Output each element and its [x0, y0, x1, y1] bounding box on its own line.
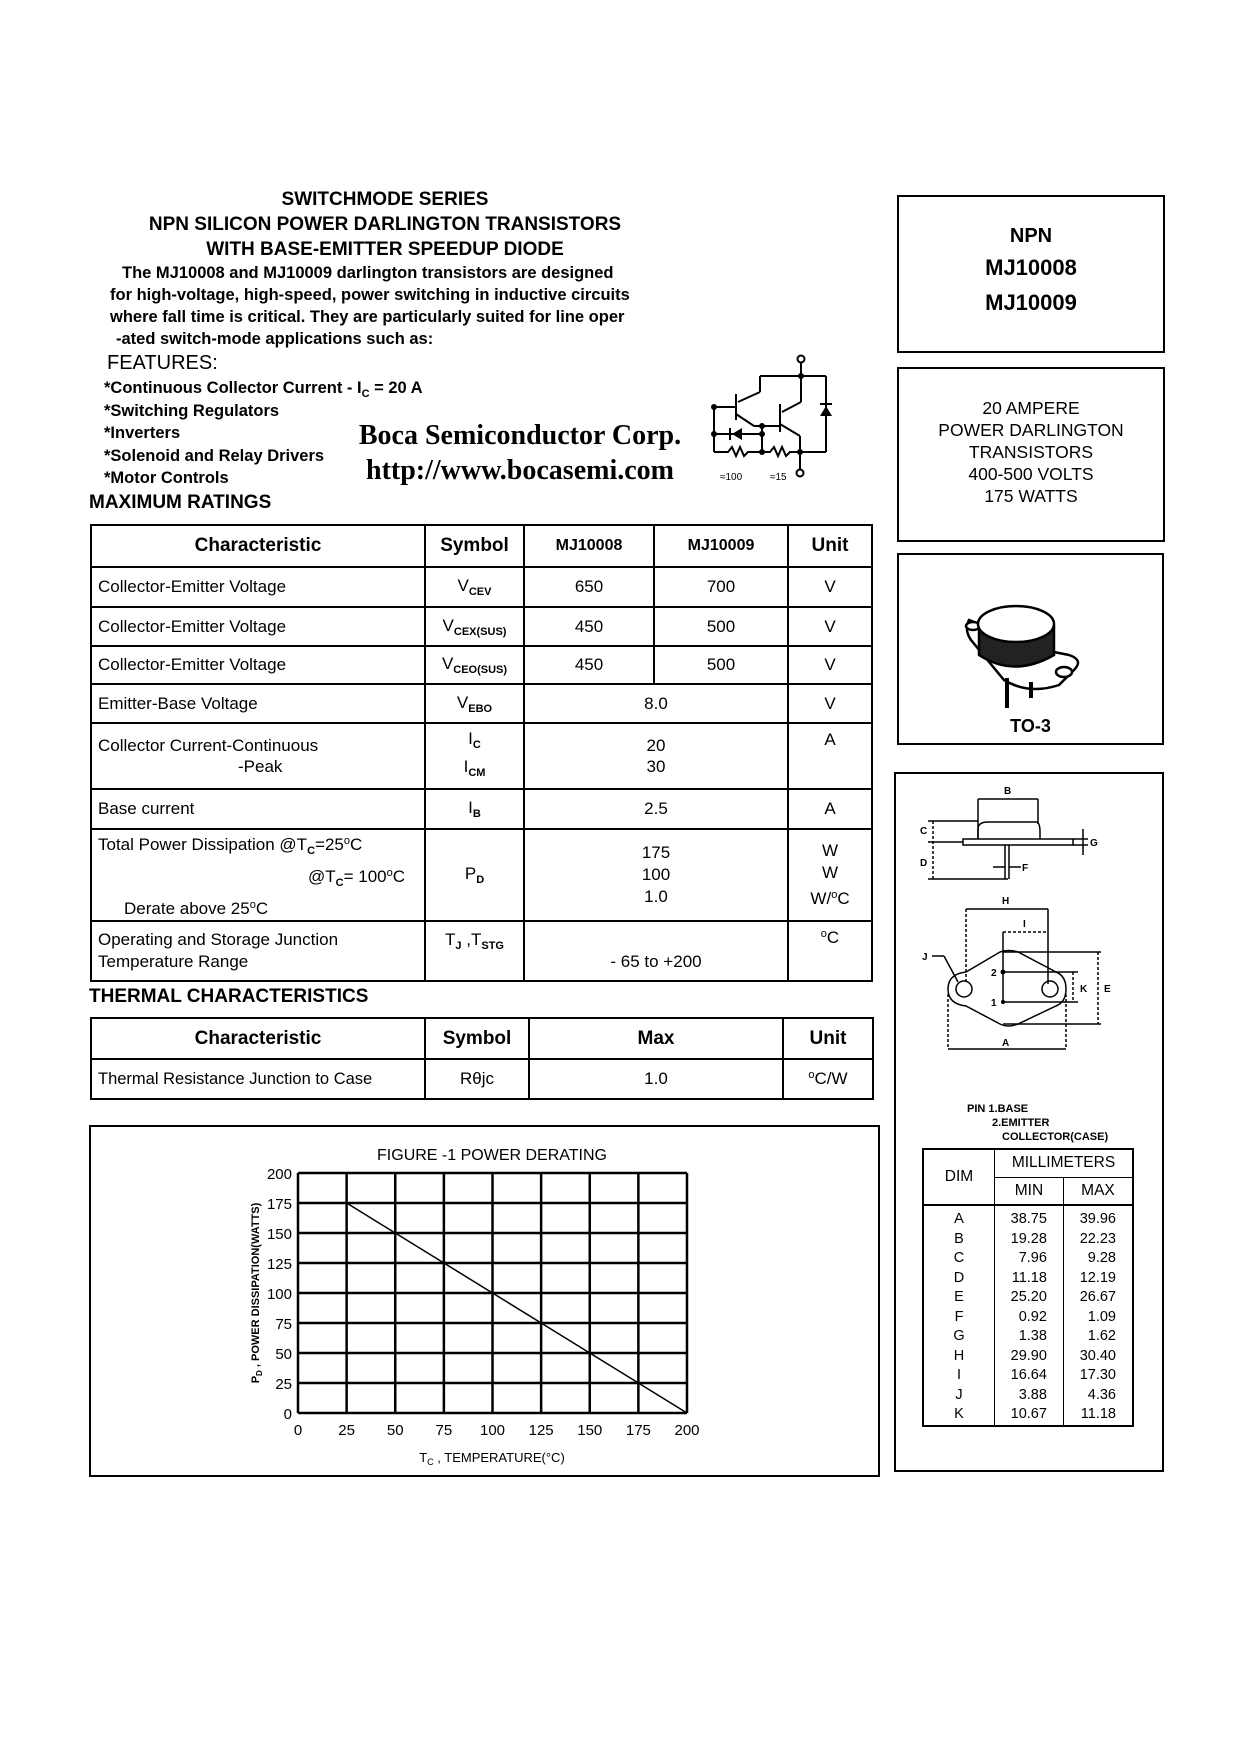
product-subtitle: WITH BASE-EMITTER SPEEDUP DIODE — [206, 239, 564, 260]
y-tick-label: 75 — [275, 1316, 292, 1333]
product-title: NPN SILICON POWER DARLINGTON TRANSISTORS — [148, 214, 622, 235]
dim-label-g: G — [1090, 838, 1098, 849]
dimension-min: 1.38 — [995, 1327, 1064, 1347]
dimension-dim: D — [923, 1269, 995, 1289]
dimension-max: 39.96 — [1063, 1205, 1133, 1230]
dimension-dim: K — [923, 1405, 995, 1426]
resistor-label: ≈100 — [720, 472, 743, 483]
y-tick-label: 25 — [275, 1376, 292, 1393]
package-name: TO-3 — [1010, 716, 1051, 736]
dim-label-c: C — [920, 826, 928, 837]
header-characteristic: Characteristic — [91, 525, 425, 567]
y-tick-label: 0 — [283, 1406, 292, 1423]
chart-title: FIGURE -1 POWER DERATING — [377, 1147, 607, 1164]
characteristic: Collector-Emitter Voltage — [91, 646, 425, 684]
characteristic: Collector-Emitter Voltage — [91, 607, 425, 646]
dim-label-i: I — [1023, 919, 1026, 930]
unit: V — [788, 607, 872, 646]
symbol: $V_{CEO(SUS)}$ — [425, 646, 524, 684]
dimension-dim: H — [923, 1347, 995, 1367]
description-line: -ated switch-mode applications such as: — [116, 330, 434, 348]
dimension-min: 0.92 — [995, 1308, 1064, 1328]
pin-label-2: 2 — [991, 968, 997, 979]
header-symbol: Symbol — [425, 1018, 529, 1059]
pin-legend-line: 2.EMITTER — [992, 1117, 1050, 1129]
dim-label-f: F — [1022, 863, 1029, 874]
spec-line: 20 AMPERE — [982, 398, 1080, 418]
dimension-min: 19.28 — [995, 1230, 1064, 1250]
dimension-max: 26.67 — [1063, 1288, 1133, 1308]
header-symbol: Symbol — [425, 525, 524, 567]
header-unit: Unit — [788, 525, 872, 567]
symbol: $V_{CEX(SUS)}$ — [425, 607, 524, 646]
y-tick-label: 125 — [266, 1256, 292, 1273]
description-line: The MJ10008 and MJ10009 darlington transistors are designed — [122, 264, 614, 282]
dim-label-k: K — [1080, 984, 1088, 995]
unit: $^o$C — [788, 921, 872, 981]
dimension-max: 4.36 — [1063, 1386, 1133, 1406]
x-tick-label: 100 — [479, 1422, 506, 1439]
feature-item: *Motor Controls — [104, 469, 229, 487]
dim-label-e: E — [1104, 984, 1111, 995]
value-mj10008: 450 — [524, 607, 654, 646]
dimension-dim: C — [923, 1249, 995, 1269]
dim-label-h: H — [1002, 896, 1010, 907]
dimension-dim: G — [923, 1327, 995, 1347]
y-tick-label: 200 — [266, 1166, 292, 1183]
dimension-max: 1.62 — [1063, 1327, 1133, 1347]
description-line: where fall time is critical. They are particularly suited for line oper — [110, 308, 625, 326]
part-number: MJ10009 — [985, 290, 1077, 315]
dimension-min: 38.75 — [995, 1205, 1064, 1230]
millimeters-header: MILLIMETERS — [995, 1149, 1134, 1177]
dimension-dim: F — [923, 1308, 995, 1328]
x-tick-label: 75 — [435, 1422, 453, 1439]
unit: V — [788, 567, 872, 607]
dimension-dim: B — [923, 1230, 995, 1250]
characteristic: Operating and Storage Junction Temperature Range — [91, 921, 425, 981]
characteristic: Thermal Resistance Junction to Case — [91, 1059, 425, 1099]
symbol: $P_D$ — [425, 829, 524, 921]
pin-label-1: 1 — [991, 998, 997, 1009]
value: 175 100 1.0 — [524, 829, 788, 921]
x-tick-label: 200 — [674, 1422, 700, 1439]
x-tick-label: 50 — [386, 1422, 404, 1439]
unit: $^o$C/W — [783, 1059, 873, 1099]
unit: V — [788, 646, 872, 684]
part-number: MJ10008 — [985, 255, 1077, 280]
resistor-label: ≈15 — [770, 472, 787, 483]
company-url[interactable]: http://www.bocasemi.com — [366, 455, 674, 486]
header-mj10009: MJ10009 — [654, 525, 788, 567]
dimension-max: 17.30 — [1063, 1366, 1133, 1386]
max-value: 1.0 — [529, 1059, 783, 1099]
x-tick-label: 0 — [293, 1422, 303, 1439]
feature-item: *Inverters — [104, 424, 181, 442]
spec-line: TRANSISTORS — [968, 442, 1094, 462]
header-max: Max — [529, 1018, 783, 1059]
derating-line — [347, 1203, 687, 1413]
y-tick-label: 50 — [275, 1346, 292, 1363]
spec-line: 400-500 VOLTS — [968, 464, 1094, 484]
features-title: FEATURES: — [107, 352, 218, 374]
feature-item: *Switching Regulators — [104, 402, 280, 420]
unit: A — [788, 723, 872, 789]
characteristic: Total Power Dissipation $@T_C=25^oC$ $@T_C= 100^oC$ Derate above 25$^o$C — [91, 829, 425, 921]
dim-label-a: A — [1002, 1038, 1010, 1049]
description-line: for high-voltage, high-speed, power switching in inductive circuits — [110, 286, 630, 304]
feature-item: *Solenoid and Relay Drivers — [104, 447, 325, 465]
characteristic: Collector Current-Continuous -Peak — [91, 723, 425, 789]
transistor-type: NPN — [1009, 225, 1053, 247]
dimension-dim: A — [923, 1205, 995, 1230]
value: - 65 to +200 — [524, 921, 788, 981]
y-tick-label: 150 — [266, 1226, 292, 1243]
unit: W W W/$^o$C — [788, 829, 872, 921]
characteristic: Emitter-Base Voltage — [91, 684, 425, 723]
header-unit: Unit — [783, 1018, 873, 1059]
symbol: $V_{EBO}$ — [425, 684, 524, 723]
y-tick-label: 100 — [266, 1286, 292, 1303]
dim-label-b: B — [1004, 786, 1012, 797]
dim-label-j: J — [922, 952, 928, 963]
x-tick-label: 150 — [577, 1422, 603, 1439]
dim-label-d: D — [920, 858, 928, 869]
x-tick-label: 175 — [625, 1422, 651, 1439]
dimension-max: 22.23 — [1063, 1230, 1133, 1250]
value-mj10009: 700 — [654, 567, 788, 607]
y-axis-label: $P_D$ , POWER DISSIPATION(WATTS) — [250, 1202, 264, 1384]
pin-legend-line: PIN 1.BASE — [967, 1103, 1029, 1115]
unit: A — [788, 789, 872, 829]
x-axis-label: $T_C$ , TEMPERATURE(°C) — [419, 1450, 565, 1467]
symbol: $I_C$ $I_{CM}$ — [425, 723, 524, 789]
value-mj10008: 650 — [524, 567, 654, 607]
dimension-max: 12.19 — [1063, 1269, 1133, 1289]
symbol: $V_{CEV}$ — [425, 567, 524, 607]
dimension-max: 11.18 — [1063, 1405, 1133, 1426]
symbol: Rθjc — [425, 1059, 529, 1099]
symbol: $I_B$ — [425, 789, 524, 829]
x-tick-label: 25 — [338, 1422, 355, 1439]
dimension-dim: E — [923, 1288, 995, 1308]
company-name: Boca Semiconductor Corp. — [358, 420, 682, 451]
dimension-min: 11.18 — [995, 1269, 1064, 1289]
header-characteristic: Characteristic — [91, 1018, 425, 1059]
characteristic: Base current — [91, 789, 425, 829]
characteristic: Collector-Emitter Voltage — [91, 567, 425, 607]
y-tick-label: 175 — [266, 1196, 292, 1213]
dimension-dim: J — [923, 1386, 995, 1406]
unit: V — [788, 684, 872, 723]
dimension-min: 16.64 — [995, 1366, 1064, 1386]
dimension-min: 29.90 — [995, 1347, 1064, 1367]
header-mj10008: MJ10008 — [524, 525, 654, 567]
dimension-dim: I — [923, 1366, 995, 1386]
value: 20 30 — [524, 723, 788, 789]
dim-header: DIM — [923, 1149, 995, 1205]
dimension-min: 25.20 — [995, 1288, 1064, 1308]
symbol: $T_J$ $,T_{STG}$ — [425, 921, 524, 981]
max-header: MAX — [1063, 1177, 1133, 1205]
pin-legend-line: COLLECTOR(CASE) — [1002, 1131, 1109, 1143]
feature-item: *Continuous Collector Current - $I_C = 20$ A — [104, 379, 423, 400]
spec-line: 175 WATTS — [984, 486, 1078, 506]
value: 2.5 — [524, 789, 788, 829]
dimension-min: 3.88 — [995, 1386, 1064, 1406]
dimension-max: 30.40 — [1063, 1347, 1133, 1367]
max-ratings-title: MAXIMUM RATINGS — [89, 492, 272, 513]
dimension-min: 7.96 — [995, 1249, 1064, 1269]
value: 8.0 — [524, 684, 788, 723]
x-tick-label: 125 — [528, 1422, 554, 1439]
thermal-title: THERMAL CHARACTERISTICS — [89, 986, 369, 1007]
series-title: SWITCHMODE SERIES — [281, 189, 489, 210]
dimension-min: 10.67 — [995, 1405, 1064, 1426]
value-mj10009: 500 — [654, 607, 788, 646]
spec-line: POWER DARLINGTON — [938, 420, 1124, 440]
value-mj10009: 500 — [654, 646, 788, 684]
min-header: MIN — [995, 1177, 1064, 1205]
dimension-max: 1.09 — [1063, 1308, 1133, 1328]
dimension-max: 9.28 — [1063, 1249, 1133, 1269]
value-mj10008: 450 — [524, 646, 654, 684]
